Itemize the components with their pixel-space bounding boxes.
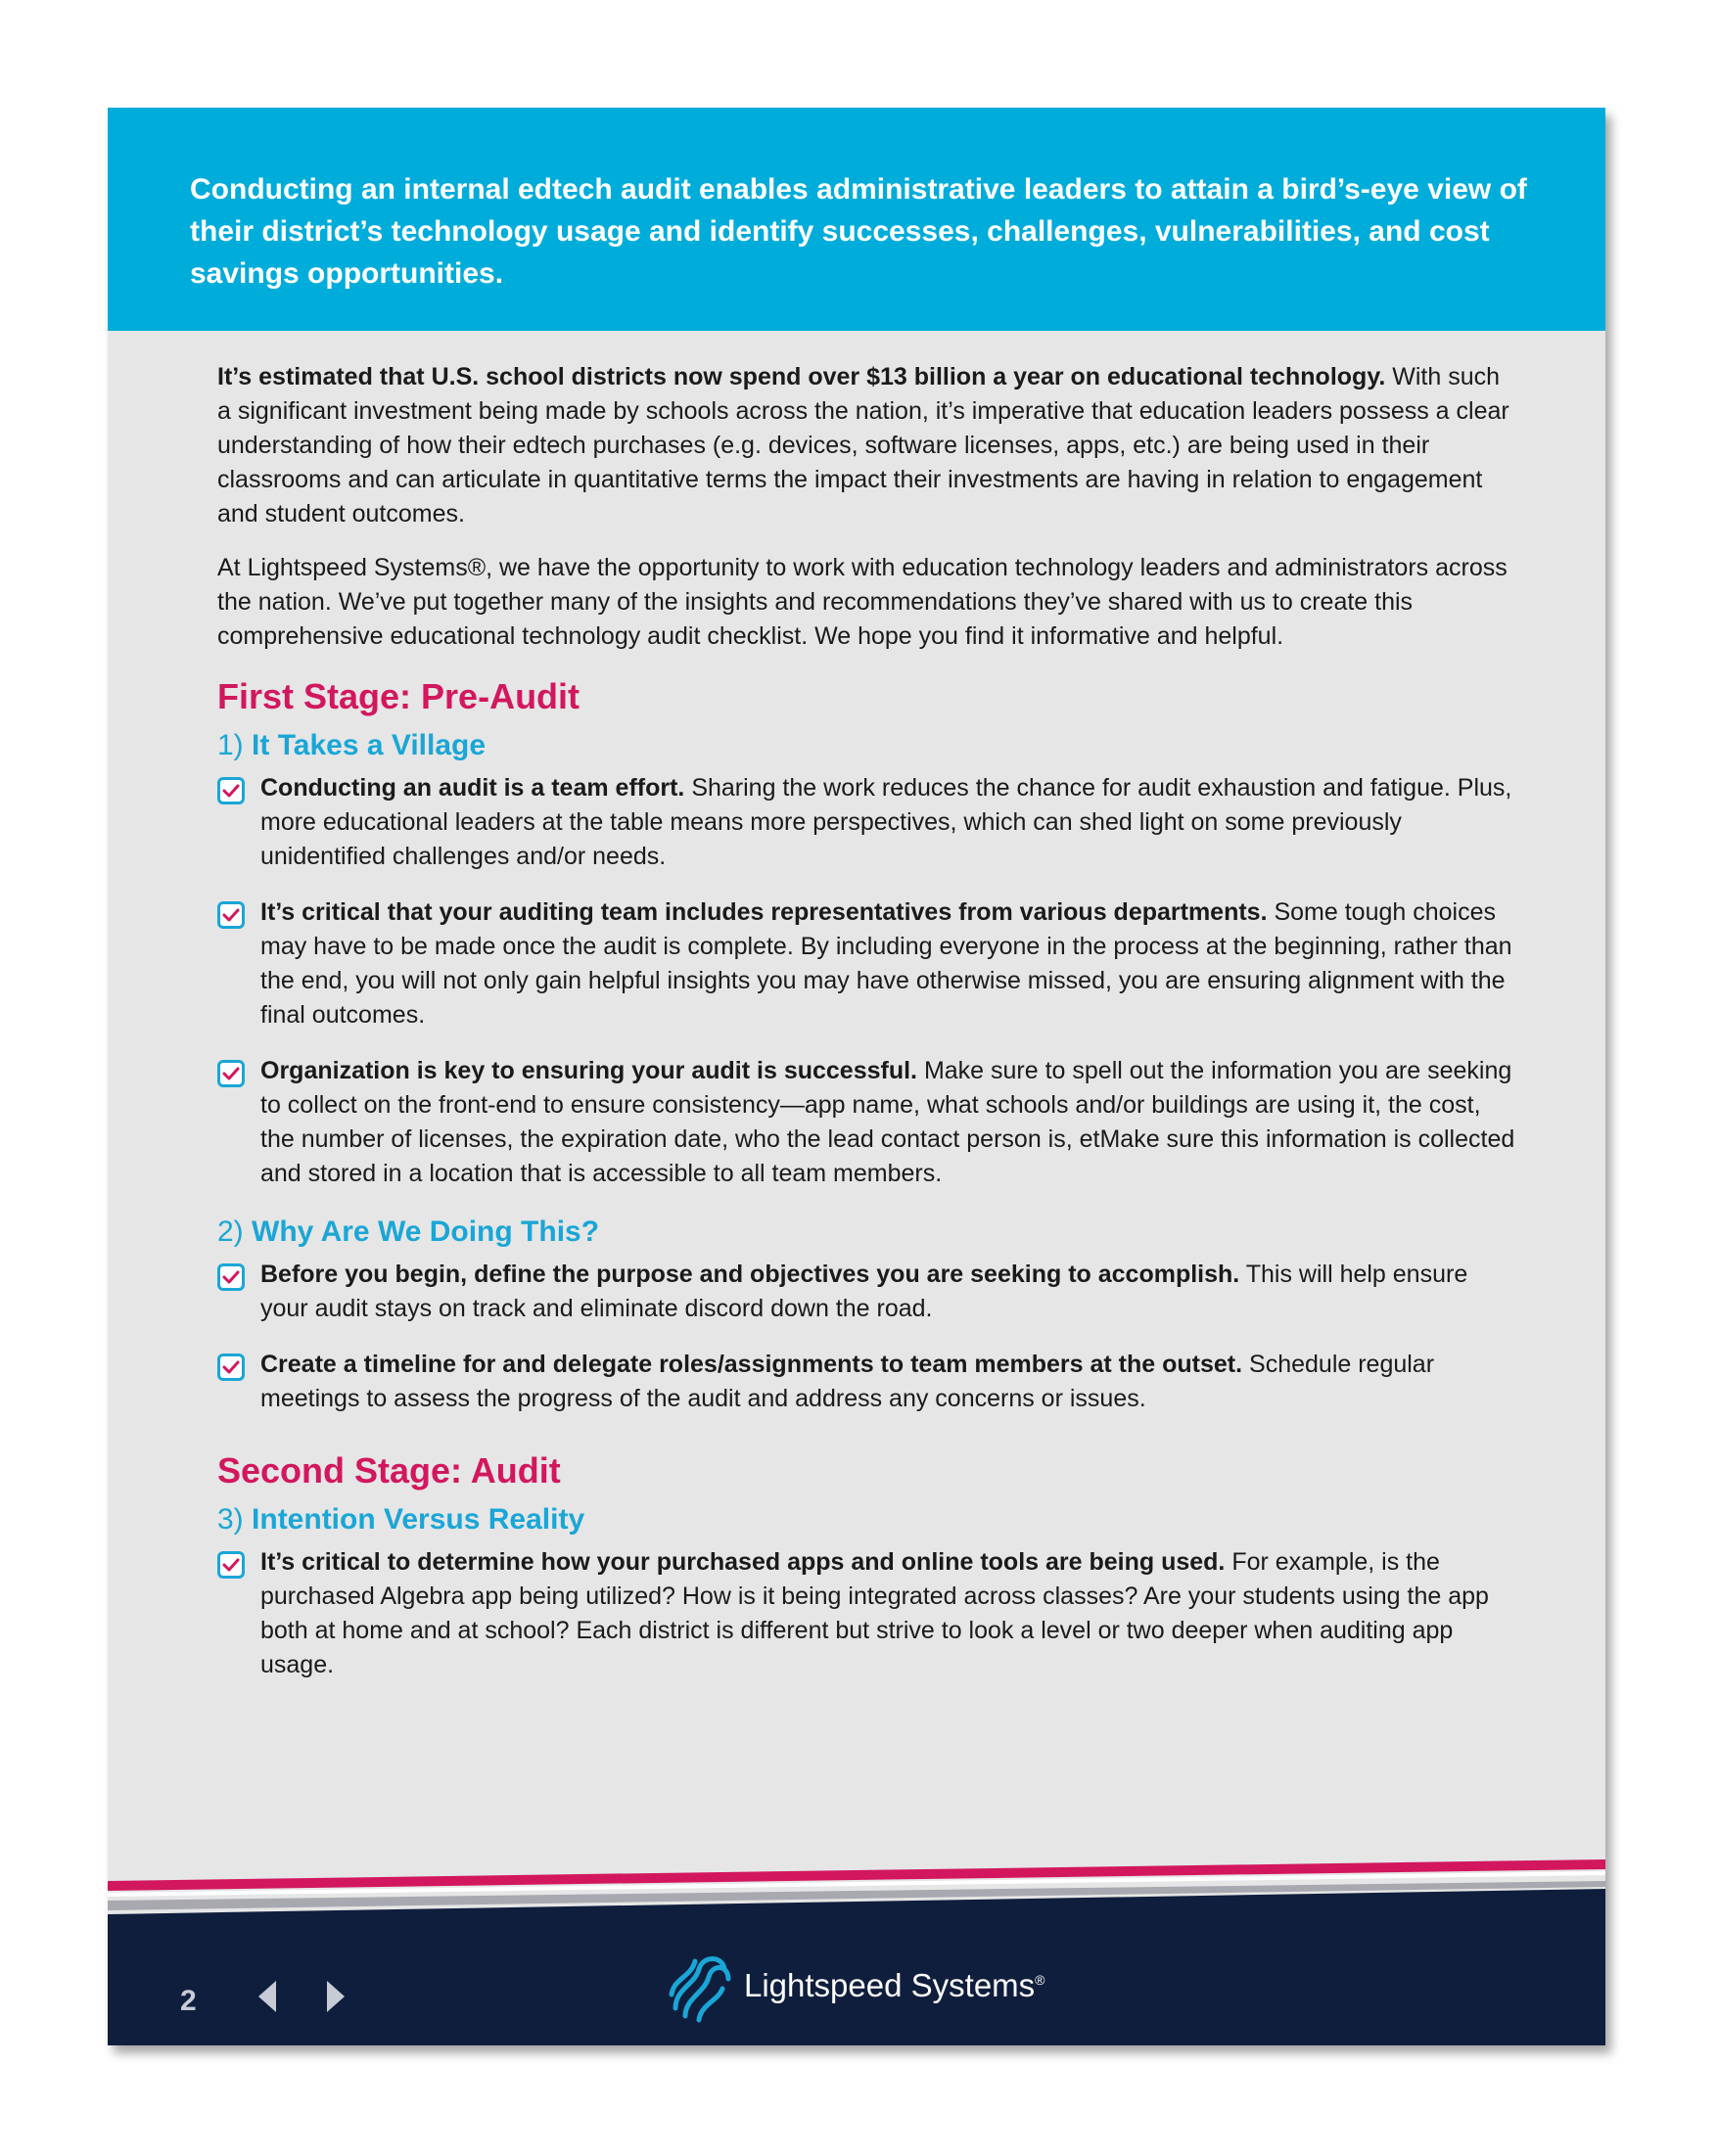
logo-name: Lightspeed Systems [744, 1967, 1036, 2003]
checklist-item-text [260, 895, 1519, 1032]
footer [108, 1859, 1605, 2045]
intro-paragraph-2-text: At Lightspeed Systems®, we have the opportunity to work with education technology leaders and administrators across the nation. We’ve put together many of the insights and recommendations they’ve shared with us to create this comprehensive educational technology audit checklist. We hope you find it informative and helpful. [217, 554, 1508, 650]
checklist-item [217, 1545, 1519, 1682]
checklist-item-body: Make sure to spell out the information you are seeking to collect on the front-end to ensure consistency—app name, what schools and/or buildings are using it, the cost, the number of licenses, the expiration date, who the lead contact person is, etMake sure this information is collected and stored in a location that is accessible to all team members. [260, 1057, 1515, 1187]
section-2-label: Why Are We Doing This? [252, 1216, 600, 1248]
previous-page-icon[interactable] [256, 1979, 278, 2014]
checklist-item-bold: Create a timeline for and delegate roles/assignments to team members at the outset. [260, 1351, 1243, 1378]
checklist-item-body: For example, is the purchased Algebra app being utilized? How is it being integrated across classes? Are your students using the app both at home and at school? Each district is different but strive to look a level or two deeper when auditing app usage. [260, 1548, 1489, 1678]
checklist-item-text [260, 1258, 1519, 1326]
stage-1-title: First Stage: Pre-Audit [217, 676, 580, 716]
intro-paragraph-1-text: With such a significant investment being made by schools across the nation, it’s imperative that education leaders possess a clear understanding of how their edtech purchases (e.g. devices, software licenses, apps, etc.) are being used in their classrooms and can articulate in quantitative terms the impact their investments are having in relation to engagement and student outcomes. [217, 363, 1509, 528]
checklist-item-bold: It’s critical to determine how your purchased apps and online tools are being used. [260, 1548, 1226, 1576]
section-1-label: It Takes a Village [252, 729, 487, 761]
section-1-title [217, 726, 1519, 765]
checklist-item-bold: Organization is key to ensuring your audit is successful. [260, 1057, 917, 1084]
section-2-title [217, 1213, 1519, 1252]
document-page [108, 108, 1605, 2045]
checklist-item [217, 771, 1519, 874]
checklist-item-text [260, 1545, 1519, 1682]
checklist-item [217, 895, 1519, 1032]
logo-text [744, 1967, 1045, 2004]
checklist-item [217, 1054, 1519, 1191]
stage-2-title: Second Stage: Audit [217, 1450, 561, 1491]
checklist-item-text [260, 1348, 1519, 1416]
checklist-item [217, 1348, 1519, 1416]
page-number: 2 [180, 1985, 197, 2017]
section-2-number: 2) [217, 1216, 244, 1248]
checkbox-checked-icon[interactable] [217, 1060, 245, 1087]
checklist-item-text [260, 1054, 1519, 1191]
intro-paragraph-1-bold: It’s estimated that U.S. school districts now spend over $13 billion a year on educational technology. [217, 363, 1386, 390]
checklist-item-body: This will help ensure your audit stays on track and eliminate discord down the road. [260, 1261, 1468, 1322]
checklist-item-bold: Before you begin, define the purpose and objectives you are seeking to accomplish. [260, 1261, 1240, 1288]
intro-paragraph-1 [217, 360, 1519, 531]
section-1-number: 1) [217, 729, 244, 761]
checkbox-checked-icon[interactable] [217, 777, 245, 804]
next-page-icon[interactable] [325, 1979, 347, 2014]
checkbox-checked-icon[interactable] [217, 901, 245, 929]
section-3-label: Intention Versus Reality [252, 1503, 585, 1536]
checklist-item-text [260, 771, 1519, 874]
checklist-item-body: Schedule regular meetings to assess the progress of the audit and address any concerns or issues. [260, 1351, 1435, 1412]
section-3-title [217, 1500, 1519, 1539]
checkbox-checked-icon[interactable] [217, 1263, 245, 1291]
lightspeed-logo-mark-icon [666, 1950, 734, 2024]
banner-text: Conducting an internal edtech audit enables administrative leaders to attain a bird’s-eye view of their district’s technology usage and identify successes, challenges, vulnerabilities, and cost savings opportunities. [190, 173, 1527, 290]
checklist-item-body: Sharing the work reduces the chance for audit exhaustion and fatigue. Plus, more educational leaders at the table means more perspectives, which can shed light on some previously unidentified challenges and/or needs. [260, 774, 1512, 870]
lightspeed-logo [666, 1950, 1077, 2028]
checklist-item-bold: Conducting an audit is a team effort. [260, 774, 685, 802]
checklist-item-bold: It’s critical that your auditing team includes representatives from various departments. [260, 898, 1268, 926]
header-banner [108, 108, 1605, 331]
logo-registered-mark: ® [1035, 1972, 1045, 1988]
intro-paragraph-2 [217, 551, 1519, 654]
section-3-number: 3) [217, 1503, 244, 1536]
page-content [217, 360, 1519, 1704]
checklist-item [217, 1258, 1519, 1326]
checklist-item-body: Some tough choices may have to be made once the audit is complete. By including everyone in the process at the beginning, rather than the end, you will not only gain helpful insights you may have otherwise missed, you are ensuring alignment with the final outcomes. [260, 898, 1512, 1029]
checkbox-checked-icon[interactable] [217, 1353, 245, 1381]
checkbox-checked-icon[interactable] [217, 1551, 245, 1579]
